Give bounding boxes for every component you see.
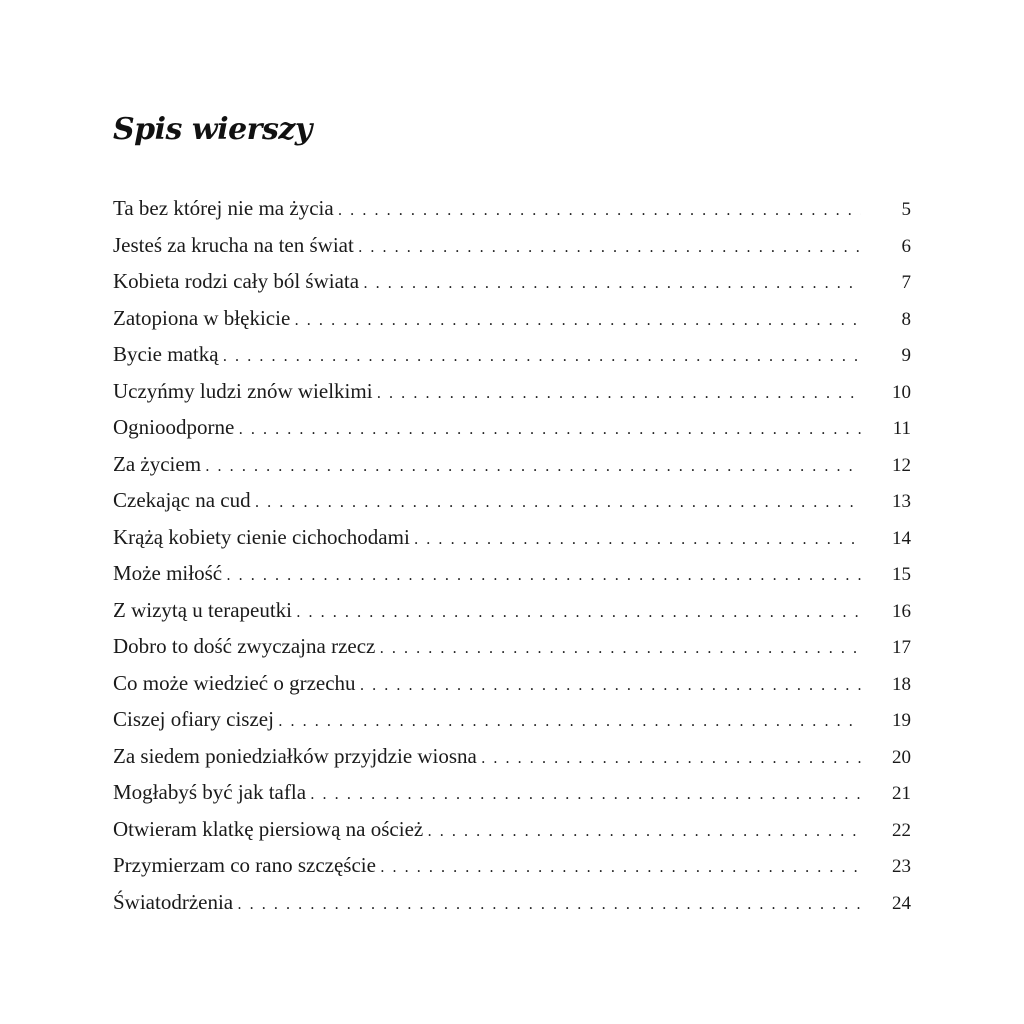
entry-title: Ognioodporne bbox=[113, 415, 235, 439]
toc-entry bbox=[113, 190, 911, 227]
dot-leader bbox=[237, 886, 861, 923]
page-number: 8 bbox=[901, 308, 911, 330]
toc-entry bbox=[113, 738, 911, 775]
page-number: 19 bbox=[892, 710, 911, 731]
toc-entry bbox=[113, 227, 911, 264]
dot-leader bbox=[481, 740, 861, 777]
entry-title: Dobro to dość zwyczajna rzecz bbox=[113, 634, 376, 658]
dot-leader bbox=[427, 813, 861, 850]
toc-entry bbox=[113, 263, 911, 300]
toc-entry bbox=[113, 774, 911, 811]
toc-entry bbox=[113, 592, 911, 629]
entry-title: Co może wiedzieć o grzechu bbox=[113, 670, 356, 695]
toc-entry bbox=[113, 555, 911, 592]
dot-leader bbox=[379, 630, 861, 667]
entry-title: Mogłabyś być jak tafla bbox=[113, 780, 307, 804]
dot-leader bbox=[414, 521, 861, 558]
toc-entry bbox=[113, 665, 911, 702]
toc-entry bbox=[113, 519, 911, 556]
page-number: 18 bbox=[892, 673, 911, 695]
page-number: 9 bbox=[901, 345, 911, 366]
page-number: 7 bbox=[901, 272, 911, 293]
page-number: 14 bbox=[892, 527, 911, 549]
toc-entry bbox=[113, 811, 911, 848]
page-number: 20 bbox=[892, 746, 911, 768]
dot-leader bbox=[377, 375, 861, 412]
entry-title: Ta bez której nie ma życia bbox=[113, 196, 334, 220]
entry-title: Zatopiona w błękicie bbox=[113, 305, 291, 330]
toc-entry bbox=[113, 884, 911, 921]
toc-entry bbox=[113, 701, 911, 738]
entry-title: Czekając na cud bbox=[113, 488, 251, 512]
dot-leader bbox=[226, 557, 861, 594]
dot-leader bbox=[360, 667, 861, 704]
dot-leader bbox=[223, 338, 861, 375]
entry-title: Uczyńmy ludzi znów wielkimi bbox=[113, 378, 373, 403]
entry-title: Otwieram klatkę piersiową na oścież bbox=[113, 816, 424, 841]
toc-entry bbox=[113, 409, 911, 446]
entry-title: Kobieta rodzi cały ból świata bbox=[113, 269, 360, 293]
page-number: 21 bbox=[892, 783, 911, 804]
entry-title: Może miłość bbox=[113, 561, 223, 585]
page-number: 16 bbox=[892, 600, 911, 622]
dot-leader bbox=[255, 484, 861, 521]
dot-leader bbox=[294, 302, 861, 339]
entry-title: Za życiem bbox=[113, 451, 202, 476]
entry-title: Krążą kobiety cienie cichochodami bbox=[113, 524, 410, 549]
page-number: 22 bbox=[892, 819, 911, 841]
entry-title: Z wizytą u terapeutki bbox=[113, 597, 293, 622]
dot-leader bbox=[363, 265, 861, 302]
table-of-contents bbox=[113, 190, 911, 920]
toc-entry bbox=[113, 628, 911, 665]
page-number: 12 bbox=[892, 454, 911, 476]
dot-leader bbox=[238, 411, 861, 448]
entry-title: Światodrżenia bbox=[113, 889, 234, 914]
dot-leader bbox=[296, 594, 861, 631]
page-number: 6 bbox=[901, 235, 911, 257]
toc-entry bbox=[113, 336, 911, 373]
page-number: 10 bbox=[892, 381, 911, 403]
page-number: 15 bbox=[892, 564, 911, 585]
page-title: Spis wierszy bbox=[113, 112, 312, 147]
page-number: 17 bbox=[892, 637, 911, 658]
entry-title: Przymierzam co rano szczęście bbox=[113, 853, 376, 877]
toc-entry bbox=[113, 300, 911, 337]
dot-leader bbox=[205, 448, 861, 485]
toc-entry bbox=[113, 482, 911, 519]
entry-title: Za siedem poniedziałków przyjdzie wiosna bbox=[113, 743, 477, 768]
dot-leader bbox=[380, 849, 861, 886]
entry-title: Bycie matką bbox=[113, 342, 219, 366]
page-number: 13 bbox=[892, 491, 911, 512]
page-number: 24 bbox=[892, 892, 911, 914]
toc-entry bbox=[113, 446, 911, 483]
dot-leader bbox=[338, 192, 861, 229]
entry-title: Ciszej ofiary ciszej bbox=[113, 707, 274, 731]
toc-entry bbox=[113, 847, 911, 884]
page-number: 11 bbox=[892, 418, 911, 439]
entry-title: Jesteś za krucha na ten świat bbox=[113, 232, 354, 257]
dot-leader bbox=[310, 776, 861, 813]
page-number: 5 bbox=[901, 199, 911, 220]
toc-entry bbox=[113, 373, 911, 410]
page-number: 23 bbox=[892, 856, 911, 877]
dot-leader bbox=[278, 703, 861, 740]
dot-leader bbox=[358, 229, 861, 266]
